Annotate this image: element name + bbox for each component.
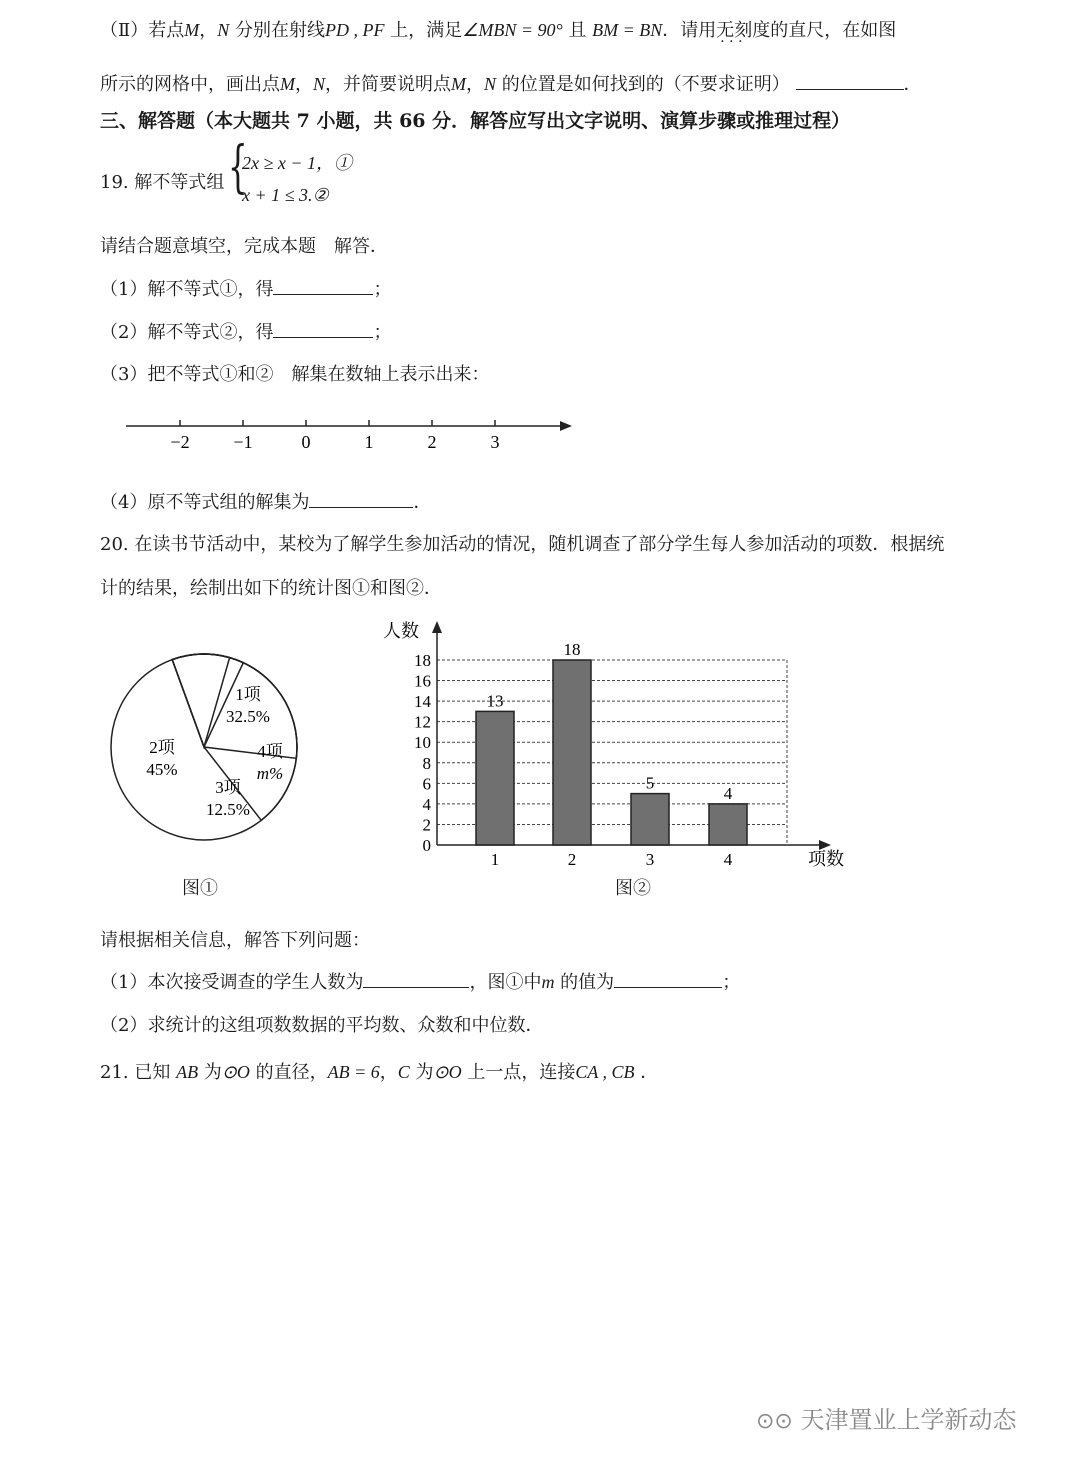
text: ； [722, 972, 741, 993]
answer-blank[interactable] [363, 969, 469, 988]
q20-line2: 计的结果，绘制出如下的统计图①和图②． [100, 578, 442, 599]
point-c: C [397, 1062, 410, 1082]
text: 为 [409, 1062, 434, 1083]
part2-line2 [100, 70, 922, 96]
y-tick-label: 16 [414, 671, 431, 691]
watermark [756, 1400, 1017, 1435]
x-tick-label: 1 [490, 850, 500, 869]
pie-slice-value: 32.5% [226, 707, 270, 726]
circle-o: ⊙O [433, 1062, 462, 1082]
text: ，图①中 [469, 972, 542, 993]
point-n: N [217, 20, 230, 40]
y-tick-label: 6 [422, 774, 431, 794]
q19-label: 19. 解不等式组 [100, 172, 225, 193]
q19-step2 [100, 318, 391, 344]
text: ， [466, 74, 485, 95]
answer-blank[interactable] [309, 489, 413, 508]
var-m: m [541, 972, 555, 992]
text: ； [373, 322, 392, 343]
bar [709, 804, 747, 845]
angle-condition: ∠MBN = 90° [462, 20, 563, 40]
text: （2）解不等式②，得 [100, 322, 274, 343]
pie-slice-label: 3项 [215, 778, 241, 797]
text: （Ⅱ）若点 [100, 20, 185, 41]
pie-chart [100, 645, 310, 855]
y-tick-label: 14 [414, 692, 431, 712]
pie-slice-value: m% [256, 764, 284, 783]
arrow-icon [432, 621, 442, 633]
text: ． [903, 74, 922, 95]
x-axis-label: 项数 [808, 849, 844, 869]
pie-slice-value: 12.5% [206, 800, 250, 819]
bar-value-label: 5 [645, 773, 655, 793]
x-tick-label: 2 [567, 850, 577, 869]
q20-sub2: （2）求统计的这组项数数据的平均数、众数和中位数． [100, 1015, 544, 1036]
pie-caption: 图① [182, 878, 218, 899]
text: （4）原不等式组的解集为 [100, 492, 310, 513]
circle-o: ⊙O [221, 1062, 250, 1082]
part2-line1 [100, 16, 896, 42]
bar-caption: 图② [615, 878, 651, 899]
answer-blank[interactable] [796, 71, 904, 90]
bar [631, 794, 669, 845]
text: ． [413, 492, 432, 513]
q20-sub1 [100, 968, 740, 994]
text: ， [295, 74, 313, 95]
point-n: N [313, 74, 326, 94]
point-m: M [451, 74, 467, 94]
text: ， [379, 1062, 398, 1083]
q21-line [100, 1058, 658, 1084]
number-line-tick-label: −1 [233, 432, 253, 452]
bar [553, 660, 591, 845]
text: ， [199, 20, 218, 41]
answer-blank[interactable] [273, 319, 373, 338]
emphasized-text: 无刻度 · · · [716, 20, 770, 41]
segment-ab: AB [176, 1062, 199, 1082]
number-line-tick-label: 2 [427, 432, 437, 452]
segments-ca-cb: CA , CB [575, 1062, 635, 1082]
text: 上，满足 [384, 20, 463, 41]
point-m: M [184, 20, 200, 40]
pie-slice-label: 2项 [149, 738, 175, 757]
y-tick-label: 0 [422, 836, 431, 855]
text: 的值为 [554, 972, 615, 993]
x-tick-label: 4 [723, 850, 733, 869]
point-n: N [484, 74, 497, 94]
answer-blank[interactable] [273, 276, 373, 295]
text: 为 [198, 1062, 222, 1083]
number-line-tick-label: 3 [490, 432, 500, 452]
rays: PD , PF [324, 20, 385, 40]
bar-chart [375, 615, 855, 875]
text: 分别在射线 [229, 20, 325, 41]
y-tick-label: 8 [422, 753, 431, 773]
equal-condition: BM = BN [592, 20, 663, 40]
y-tick-label: 2 [422, 815, 431, 835]
y-tick-label: 18 [414, 651, 431, 670]
answer-blank[interactable] [614, 969, 722, 988]
arrow-icon [560, 421, 572, 431]
bar [476, 711, 514, 845]
wechat-icon: ⊙⊙ [756, 1409, 793, 1434]
number-line-tick-label: −2 [170, 432, 190, 452]
text: 21. 已知 [100, 1062, 177, 1083]
text: 的直径， [249, 1062, 328, 1083]
pie-slice-label: 1项 [235, 685, 261, 704]
text: 的直尺，在如图 [770, 20, 897, 41]
q19-step1 [100, 275, 391, 301]
q19-instruction: 请结合题意填空，完成本题 解答． [100, 236, 388, 257]
text: 的位置是如何找到的（不要求证明） [496, 74, 790, 95]
q20-after: 请根据相关信息，解答下列问题： [100, 930, 370, 951]
text: 上一点，连接 [461, 1062, 576, 1083]
number-line-tick-label: 1 [364, 432, 374, 452]
inequality-1: 2x ≥ x − 1，① [242, 153, 353, 173]
q20-line1: 20. 在读书节活动中，某校为了解学生参加活动的情况，随机调查了部分学生每人参加活动的项数．根据统 [100, 534, 945, 555]
watermark-text: 天津置业上学新动态 [800, 1406, 1017, 1434]
text: 所示的网格中，画出点 [100, 74, 280, 95]
y-tick-label: 10 [414, 733, 431, 753]
pie-slice-label: 4项 [257, 742, 283, 761]
bar-value-label: 4 [723, 783, 733, 803]
text: （1）本次接受调查的学生人数为 [100, 972, 364, 993]
inequality-2: x + 1 ≤ 3.② [242, 185, 329, 205]
bar-value-label: 13 [486, 691, 504, 711]
number-line [120, 410, 590, 460]
y-axis-label: 人数 [383, 621, 419, 641]
q19-step3: （3）把不等式①和② 解集在数轴上表示出来： [100, 364, 490, 385]
text: 且 [562, 20, 593, 41]
ab-equation: AB = 6 [327, 1062, 380, 1082]
y-tick-label: 4 [422, 794, 431, 814]
number-line-tick-label: 0 [301, 432, 311, 452]
q19-step4 [100, 488, 431, 514]
y-tick-label: 12 [414, 712, 431, 732]
section-heading: 三、解答题（本大题共 7 小题，共 66 分．解答应写出文字说明、演算步骤或推理过程） [100, 110, 851, 132]
text: ．请用 [662, 20, 717, 41]
text: ； [373, 279, 392, 300]
brace-glyph: { [228, 135, 248, 200]
x-tick-label: 3 [645, 850, 655, 869]
text: ，并简要说明点 [325, 74, 452, 95]
point-m: M [280, 74, 295, 94]
bar-value-label: 18 [563, 640, 581, 659]
text: ． [634, 1062, 659, 1083]
text: （1）解不等式①，得 [100, 279, 274, 300]
pie-slice-value: 45% [146, 760, 178, 779]
